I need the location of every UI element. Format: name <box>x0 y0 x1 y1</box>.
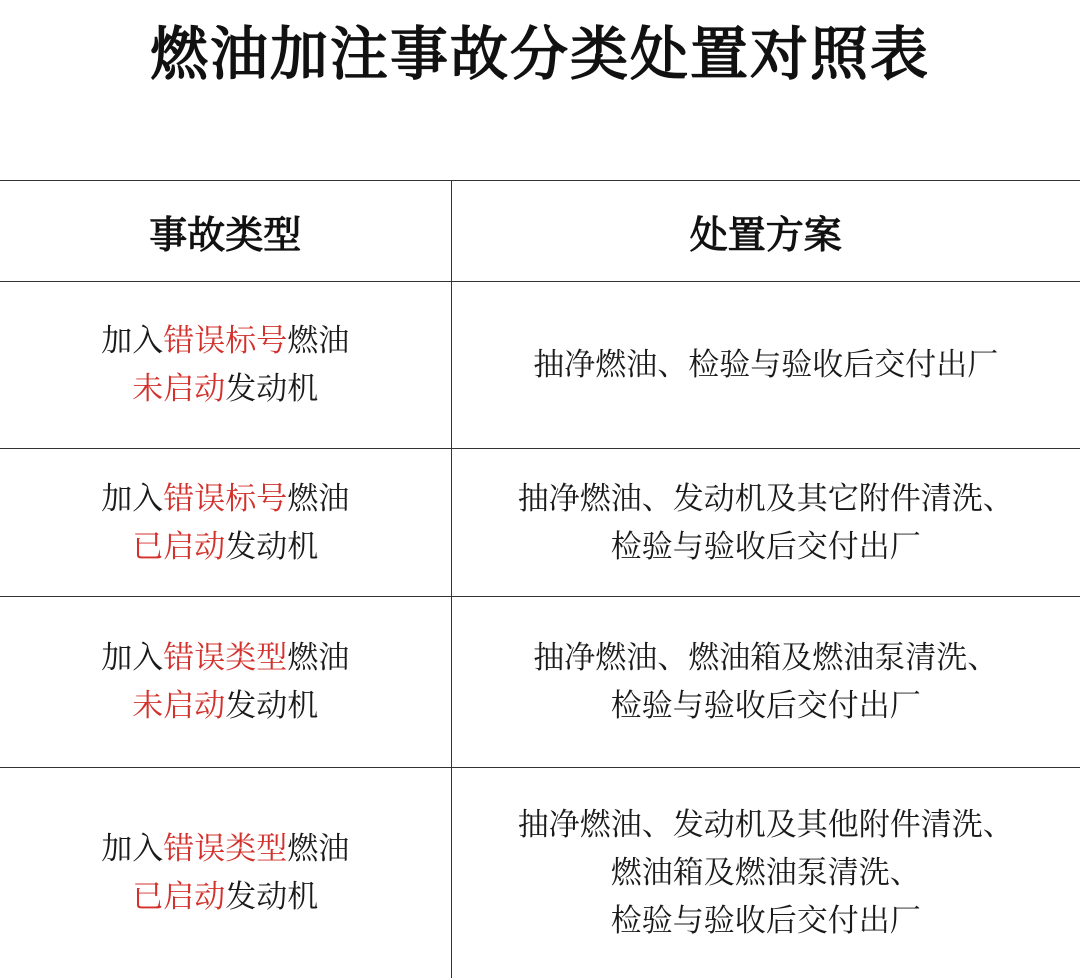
disposal-plan-cell <box>451 449 1080 597</box>
plan-line: 检验与验收后交付出厂 <box>452 897 1080 945</box>
plan-line: 抽净燃油、发动机及其它附件清洗、 <box>452 475 1080 523</box>
plan-line: 检验与验收后交付出厂 <box>452 682 1080 730</box>
plan-line: 抽净燃油、检验与验收后交付出厂 <box>452 341 1080 389</box>
plan-line: 燃油箱及燃油泵清洗、 <box>452 849 1080 897</box>
disposal-plan-cell <box>451 768 1080 978</box>
type-line-1 <box>0 475 451 523</box>
disposal-plan-cell <box>451 282 1080 449</box>
type-line-2 <box>0 523 451 571</box>
type-highlight: 错误类型 <box>163 831 287 867</box>
type-line-1 <box>0 317 451 365</box>
engine-state: 已启动 <box>132 879 225 915</box>
table-row <box>0 282 1080 449</box>
engine-label: 发动机 <box>225 879 318 915</box>
type-line-1 <box>0 825 451 873</box>
plan-line: 抽净燃油、发动机及其他附件清洗、 <box>452 801 1080 849</box>
type-highlight: 错误类型 <box>163 640 287 676</box>
accident-type-cell <box>0 449 451 597</box>
type-suffix: 燃油 <box>287 481 349 517</box>
type-prefix: 加入 <box>101 481 163 517</box>
plan-line: 抽净燃油、燃油箱及燃油泵清洗、 <box>452 634 1080 682</box>
disposal-plan-cell <box>451 597 1080 768</box>
accident-type-cell <box>0 597 451 768</box>
type-suffix: 燃油 <box>287 323 349 359</box>
type-highlight: 错误标号 <box>163 323 287 359</box>
engine-state: 已启动 <box>132 529 225 565</box>
engine-label: 发动机 <box>225 371 318 407</box>
table-row <box>0 597 1080 768</box>
page-title: 燃油加注事故分类处置对照表 <box>0 18 1080 90</box>
type-suffix: 燃油 <box>287 640 349 676</box>
header-disposal-plan: 处置方案 <box>451 181 1080 282</box>
type-line-1 <box>0 634 451 682</box>
type-prefix: 加入 <box>101 831 163 867</box>
type-highlight: 错误标号 <box>163 481 287 517</box>
table-row <box>0 768 1080 978</box>
type-line-2 <box>0 873 451 921</box>
accident-type-cell <box>0 282 451 449</box>
type-prefix: 加入 <box>101 323 163 359</box>
engine-label: 发动机 <box>225 529 318 565</box>
type-line-2 <box>0 682 451 730</box>
table-header-row <box>0 181 1080 282</box>
accident-type-cell <box>0 768 451 978</box>
engine-state: 未启动 <box>132 688 225 724</box>
type-prefix: 加入 <box>101 640 163 676</box>
engine-state: 未启动 <box>132 371 225 407</box>
header-accident-type: 事故类型 <box>0 181 451 282</box>
type-line-2 <box>0 365 451 413</box>
type-suffix: 燃油 <box>287 831 349 867</box>
engine-label: 发动机 <box>225 688 318 724</box>
plan-line: 检验与验收后交付出厂 <box>452 523 1080 571</box>
table-row <box>0 449 1080 597</box>
disposal-table <box>0 180 1080 978</box>
